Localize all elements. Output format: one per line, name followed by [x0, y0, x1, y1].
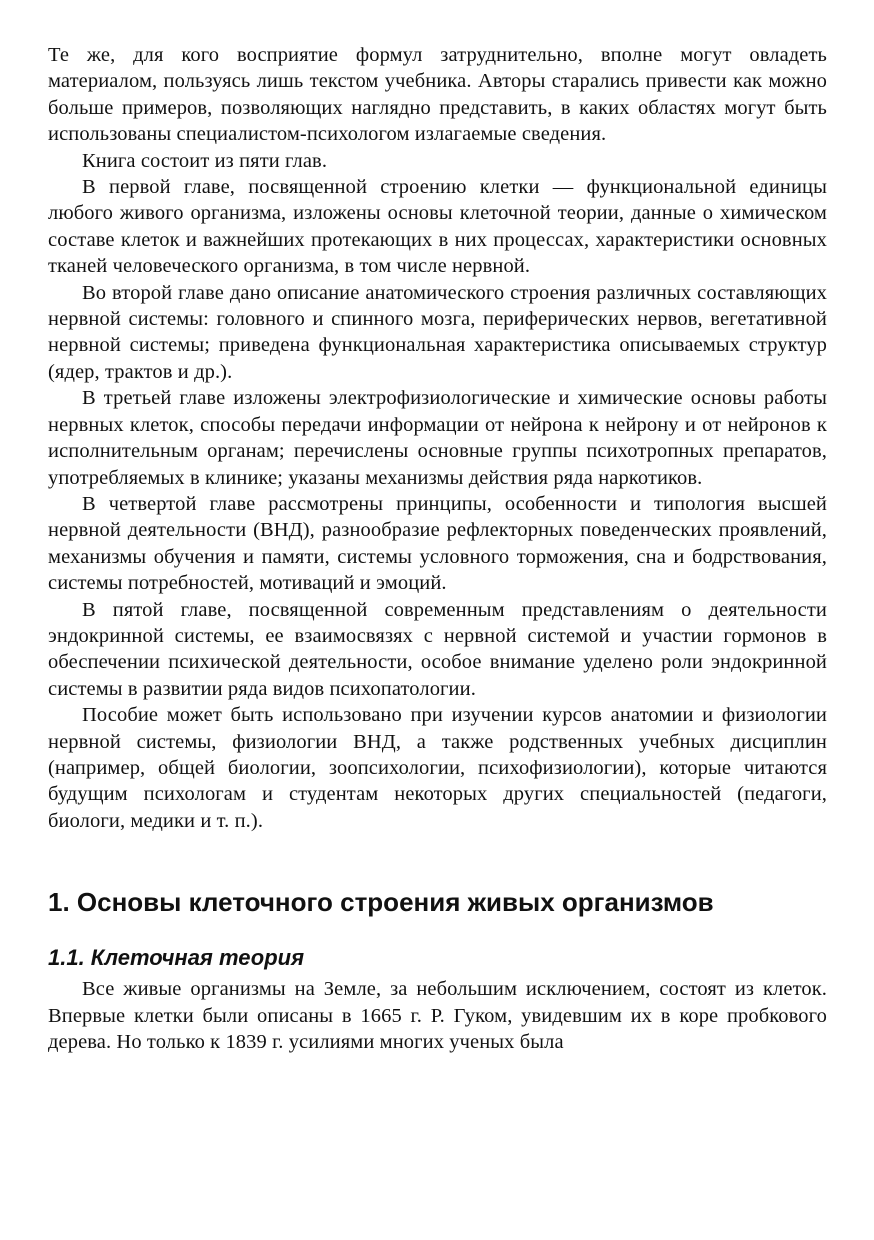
paragraph-book-structure: Книга состоит из пяти глав. — [82, 149, 328, 172]
document-page — [48, 42, 827, 1055]
paragraph-cell-theory: Все живые организмы на Земле, за небольшим исключением, состоят из клеток. Впервые клетки были описаны в 1665 г. Р. Гуком, увидевшим их в коре пробкового дерева. Но только к 1839 г. усилиями многих ученых была — [48, 978, 827, 1053]
paragraph-intro-continued: Те же, для кого восприятие формул затруднительно, вполне могут овладеть материалом, пользуясь лишь текстом учебника. Авторы старались привести как можно больше примеров, позволяющих наглядно представить, в каких областях могут быть использованы специалистом-психологом излагаемые сведения. — [48, 44, 827, 146]
chapter-heading: 1. Основы клеточного строения живых организмов — [48, 887, 714, 918]
paragraph-usage-note: Пособие может быть использовано при изучении курсов анатомии и физиологии нервной системы, физиологии ВНД, а также родственных учебных дисциплин (например, общей биологии, зоопсихологии, психофизиологии), которые читаются будущим психологам и студентам некоторых других специальностей (педагоги, биологи, медики и т. п.). — [48, 704, 827, 832]
paragraph-chapter-three-summary: В третьей главе изложены электрофизиологические и химические основы работы нервных клеток, способы передачи информации от нейрона к нейрону и от нейронов к исполнительным органам; перечислены основные группы психотропных препаратов, употребляемых в клинике; указаны механизмы действия ряда наркотиков. — [48, 387, 827, 489]
paragraph-chapter-two-summary: Во второй главе дано описание анатомического строения различных составляющих нервной системы: головного и спинного мозга, периферических нервов, вегетативной нервной системы; приведена функциональная характеристика описываемых структур (ядер, трактов и др.). — [48, 281, 827, 383]
paragraph-chapter-one-summary: В первой главе, посвященной строению клетки — функциональной единицы любого живого организма, изложены основы клеточной теории, данные о химическом составе клеток и важнейших протекающих в них процессах, характеристики основных тканей человеческого организма, в том числе нервной. — [48, 176, 827, 278]
section-heading: 1.1. Клеточная теория — [48, 945, 305, 971]
paragraph-chapter-five-summary: В пятой главе, посвященной современным представлениям о деятельности эндокринной системы, ее взаимосвязях с нервной системой и участии гормонов в обеспечении психической деятельности, особое внимание уделено роли эндокринной системы в развитии ряда видов психопатологии. — [48, 598, 827, 700]
paragraph-chapter-four-summary: В четвертой главе рассмотрены принципы, особенности и типология высшей нервной деятельности (ВНД), разнообразие рефлекторных поведенческих проявлений, механизмы обучения и памяти, системы условного торможения, сна и бодрствования, системы потребностей, мотиваций и эмоций. — [48, 492, 827, 595]
